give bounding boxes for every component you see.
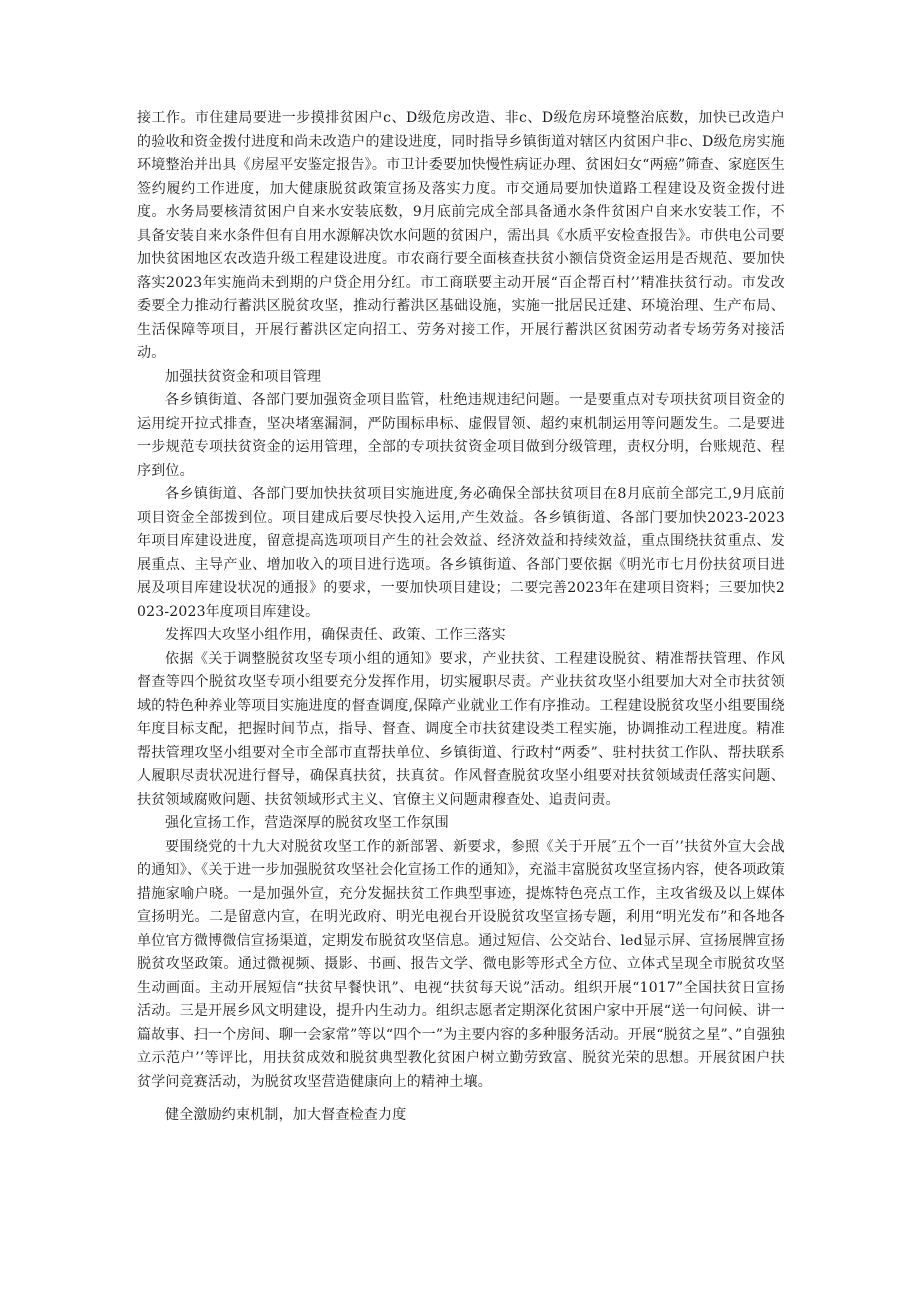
section-heading-incentive-mechanism: 健全激励约束机制，加大督查检查力度 [165,1107,407,1123]
paragraph-project-progress: 各乡镇街道、各部门要加快扶贫项目实施进度,务必确保全部扶贫项目在8月底前全部完工,9月底前项目资金全部拨到位。项目建成后要尽快投入运用,产生效益。各乡镇街道、各部门要加快2023-2023年项目库建设进度，留意提高选项项目产生的社会效益、经济效益和持续效益，重点围绕扶贫重点、发展重点、主导产业、增加收入的项目进行选项。各乡镇街道、各部门要依据《明光市七月份扶贫项目进展及项目库建设状况的通报》的要求，一要加快项目建设；二要完善2023年在建项目资料；三要加快2023-2023年度项目库建设。 [137,486,785,620]
paragraph-publicity: 要围绕党的十九大对脱贫攻坚工作的新部署、新要求，参照《关于开展″五个一百’’扶贫外宣大会战的通知》、《关于进一步加强脱贫攻坚社会化宣扬工作的通知》，充溢丰富脱贫攻坚宣扬内容，使各项政策措施家喻户晓。一是加强外宣，充分发掘扶贫工作典型事迹，提炼特色亮点工作，主攻省级及以上媒体宣扬明光。二是留意内宣，在明光政府、明光电视台开设脱贫攻坚宣扬专题，利用“明光发布”和各地各单位官方微博微信宣扬渠道，定期发布脱贫攻坚信息。通过短信、公交站台、led显示屏、宣扬展牌宣扬脱贫攻坚政策。通过微视频、摄影、书画、报告文学、微电影等形式全方位、立体式呈现全市脱贫攻坚生动画面。主动开展短信“扶贫早餐快讯”、电视“扶贫每天说”活动。组织开展“1017”全国扶贫日宣扬活动。三是开展乡风文明建设，提升内生动力。组织志愿者定期深化贫困户家中开展“送一句问候、讲一篇故事、扫一个房间、聊一会家常”等以“四个一”为主要内容的多种服务活动。开展“脱贫之星”、”自强独立示范户’’等评比，用扶贫成效和脱贫典型教化贫困户树立勤劳致富、脱贫光荣的思想。开展贫困户扶贫学问竞赛活动，为脱贫攻坚营造健康向上的精神土壤。 [137,838,785,1090]
section-heading-four-task-groups: 发挥四大攻坚小组作用，确保责任、政策、工作三落实 [165,627,506,643]
section-heading-funds-management: 加强扶贫资金和项目管理 [165,368,322,385]
paragraph-funds-supervision: 各乡镇街道、各部门要加强资金项目监管，杜绝违规违纪问题。一是要重点对专项扶贫项目资金的运用绽开拉式排查，坚决堵塞漏洞，严防围标串标、虚假冒领、超约束机制运用等问题发生。二是要进一步规范专项扶贫资金的运用管理，全部的专项扶贫资金项目做到分级管理，责权分明，台账规范、程序到位。 [137,392,785,479]
paragraph-task-groups: 依据《关于调整脱贫攻坚专项小组的通知》要求，产业扶贫、工程建设脱贫、精准帮扶管理、作风督查等四个脱贫攻坚专项小组要充分发挥作用，切实履职尽责。产业扶贫攻坚小组要加大对全市扶贫领域的特色种养业等项目实施进度的督查调度,保障产业就业工作有序推动。工程建设脱贫攻坚小组要围绕年度目标支配，把握时间节点，指导、督查、调度全市扶贫建设类工程实施，协调推动工程进度。精准帮扶管理攻坚小组要对全市全部市直帮扶单位、乡镇街道、行政村“两委”、驻村扶贫工作队、帮扶联系人履职尽责状况进行督导，确保真扶贫，扶真贫。作风督查脱贫攻坚小组要对扶贫领域责任落实问题、扶贫领域腐败问题、扶贫领域形式主义、官僚主义问题肃穆查处、追责问责。 [137,650,785,808]
section-heading-publicity: 强化宣扬工作，营造深厚的脱贫攻坚工作氛围 [165,815,449,831]
document-body [137,107,785,1128]
paragraph-continued-work-assignments: 接工作。市住建局要进一步摸排贫困户c、D级危房改造、非c、D级危房环境整治底数，加快已改造户的验收和资金拨付进度和尚未改造户的建设进度，同时指导乡镇街道对辖区内贫困户非c、D级危房实施环境整治并出具《房屋平安鉴定报告》。市卫计委要加快慢性病证办理、贫困妇女“两癌”筛查、家庭医生签约履约工作进度，加大健康脱贫政策宣扬及落实力度。市交通局要加快道路工程建设及资金拨付进度。水务局要核清贫困户自来水安装底数，9月底前完成全部具备通水条件贫困户自来水安装工作，不具备安装自来水条件但有自用水源解决饮水问题的贫困户，需出具《水质平安检查报告》。市供电公司要加快贫困地区农改造升级工程建设进度。市农商行要全面核查扶贫小额信贷资金运用是否规范、要加快落实2023年实施尚未到期的户贷企用分红。市工商联要主动开展“百企帮百村’’精准扶贫行动。市发改委要全力推动行蓄洪区脱贫攻坚，推动行蓄洪区基础设施，实施一批居民迁建、环境治理、生产布局、生活保障等项目，开展行蓄洪区定向招工、劳务对接工作，开展行蓄洪区贫困劳动者专场劳务对接活动。 [137,110,785,361]
